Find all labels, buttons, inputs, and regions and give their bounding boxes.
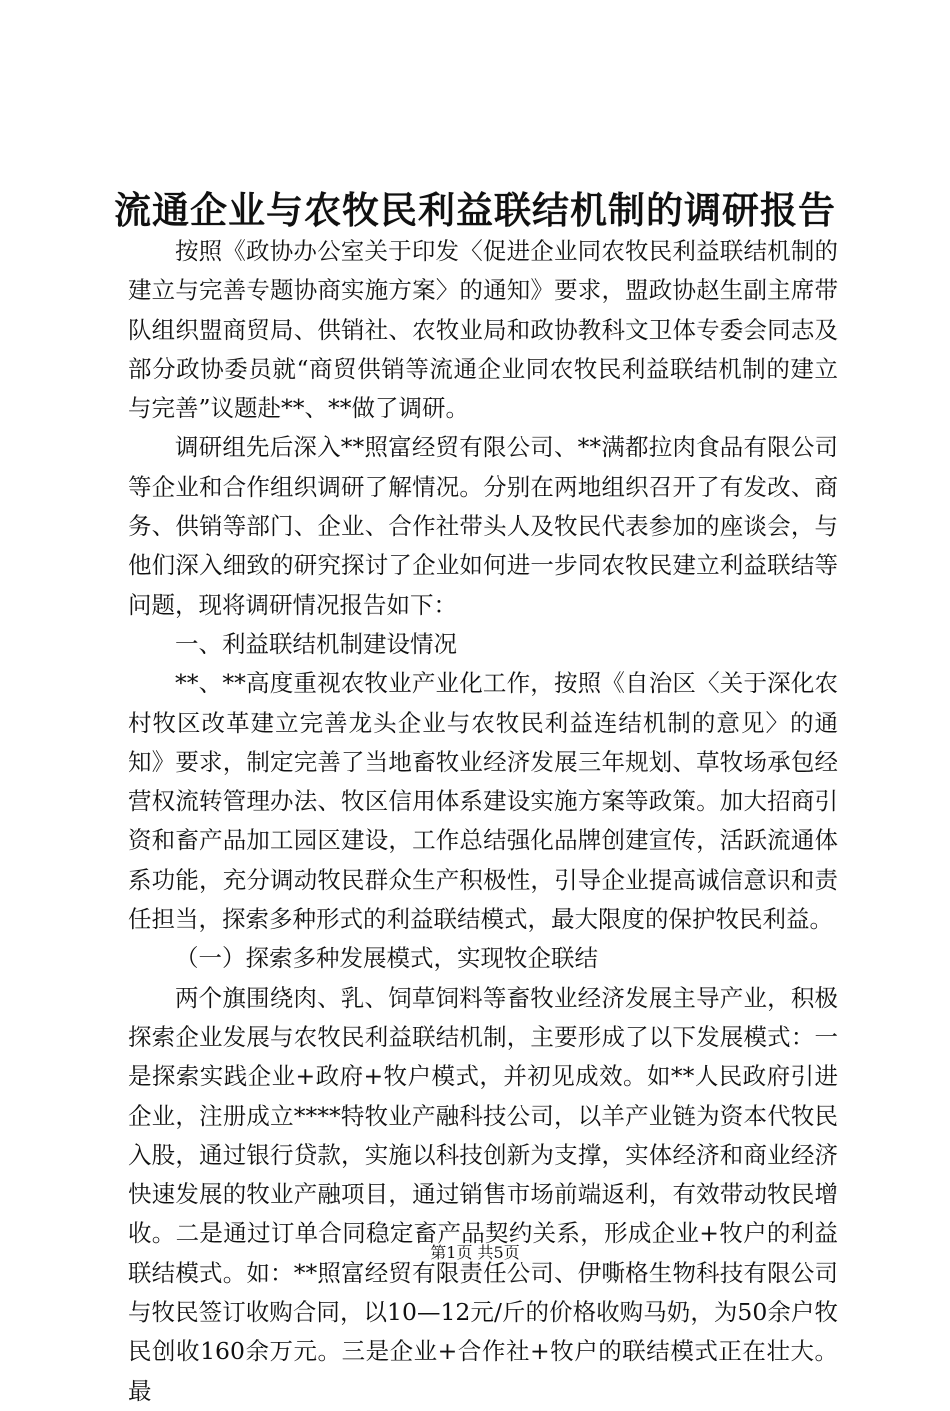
page-footer: 第1页 共5页 [430,1243,520,1262]
document-body [128,232,838,1411]
section-heading: 一、利益联结机制建设情况 [175,629,457,658]
document-title: 流通企业与农牧民利益联结机制的调研报告 [114,188,836,232]
paragraph: 调研组先后深入**照富经贸有限公司、**满都拉肉食品有限公司等企业和合作组织调研了解情况。分别在两地组织召开了有发改、商务、供销等部门、企业、合作社带头人及牧民代表参加的座谈会，与他们深入细致的研究探讨了企业如何进一步同农牧民建立利益联结等问题，现将调研情况报告如下： [128,433,838,619]
paragraph: 两个旗围绕肉、乳、饲草饲料等畜牧业经济发展主导产业，积极探索企业发展与农牧民利益联结机制，主要形成了以下发展模式：一是探索实践企业+政府+牧户模式，并初见成效。如**人民政府引进企业，注册成立****特牧业产融科技公司，以羊产业链为资本代牧民入股，通过银行贷款，实施以科技创新为支撑，实体经济和商业经济快速发展的牧业产融项目，通过销售市场前端返利，有效带动牧民增收。二是通过订单合同稳定畜产品契约关系，形成企业+牧户的利益联结模式。如：**照富经贸有限责任公司、伊嘶格生物科技有限公司与牧民签订收购合同，以10—12元/斤的价格收购马奶，为50余户牧民创收160余万元。三是企业+合作社+牧户的联结模式正在壮大。最 [128,983,838,1405]
subsection-heading: （一）探索多种发展模式，实现牧企联结 [175,944,598,973]
paragraph: 按照《政协办公室关于印发〈促进企业同农牧民利益联结机制的建立与完善专题协商实施方案〉的通知》要求，盟政协赵生副主席带队组织盟商贸局、供销社、农牧业局和政协教科文卫体专委会同志及部分政协委员就“商贸供销等流通企业同农牧民利益联结机制的建立与完善”议题赴**、**做了调研。 [128,237,838,423]
paragraph: **、**高度重视农牧业产业化工作，按照《自治区〈关于深化农村牧区改革建立完善龙头企业与农牧民利益连结机制的意见〉的通知》要求，制定完善了当地畜牧业经济发展三年规划、草牧场承包经营权流转管理办法、牧区信用体系建设实施方案等政策。加大招商引资和畜产品加工园区建设，工作总结强化品牌创建宣传，活跃流通体系功能，充分调动牧民群众生产积极性，引导企业提高诚信意识和责任担当，探索多种形式的利益联结模式，最大限度的保护牧民利益。 [128,669,838,934]
